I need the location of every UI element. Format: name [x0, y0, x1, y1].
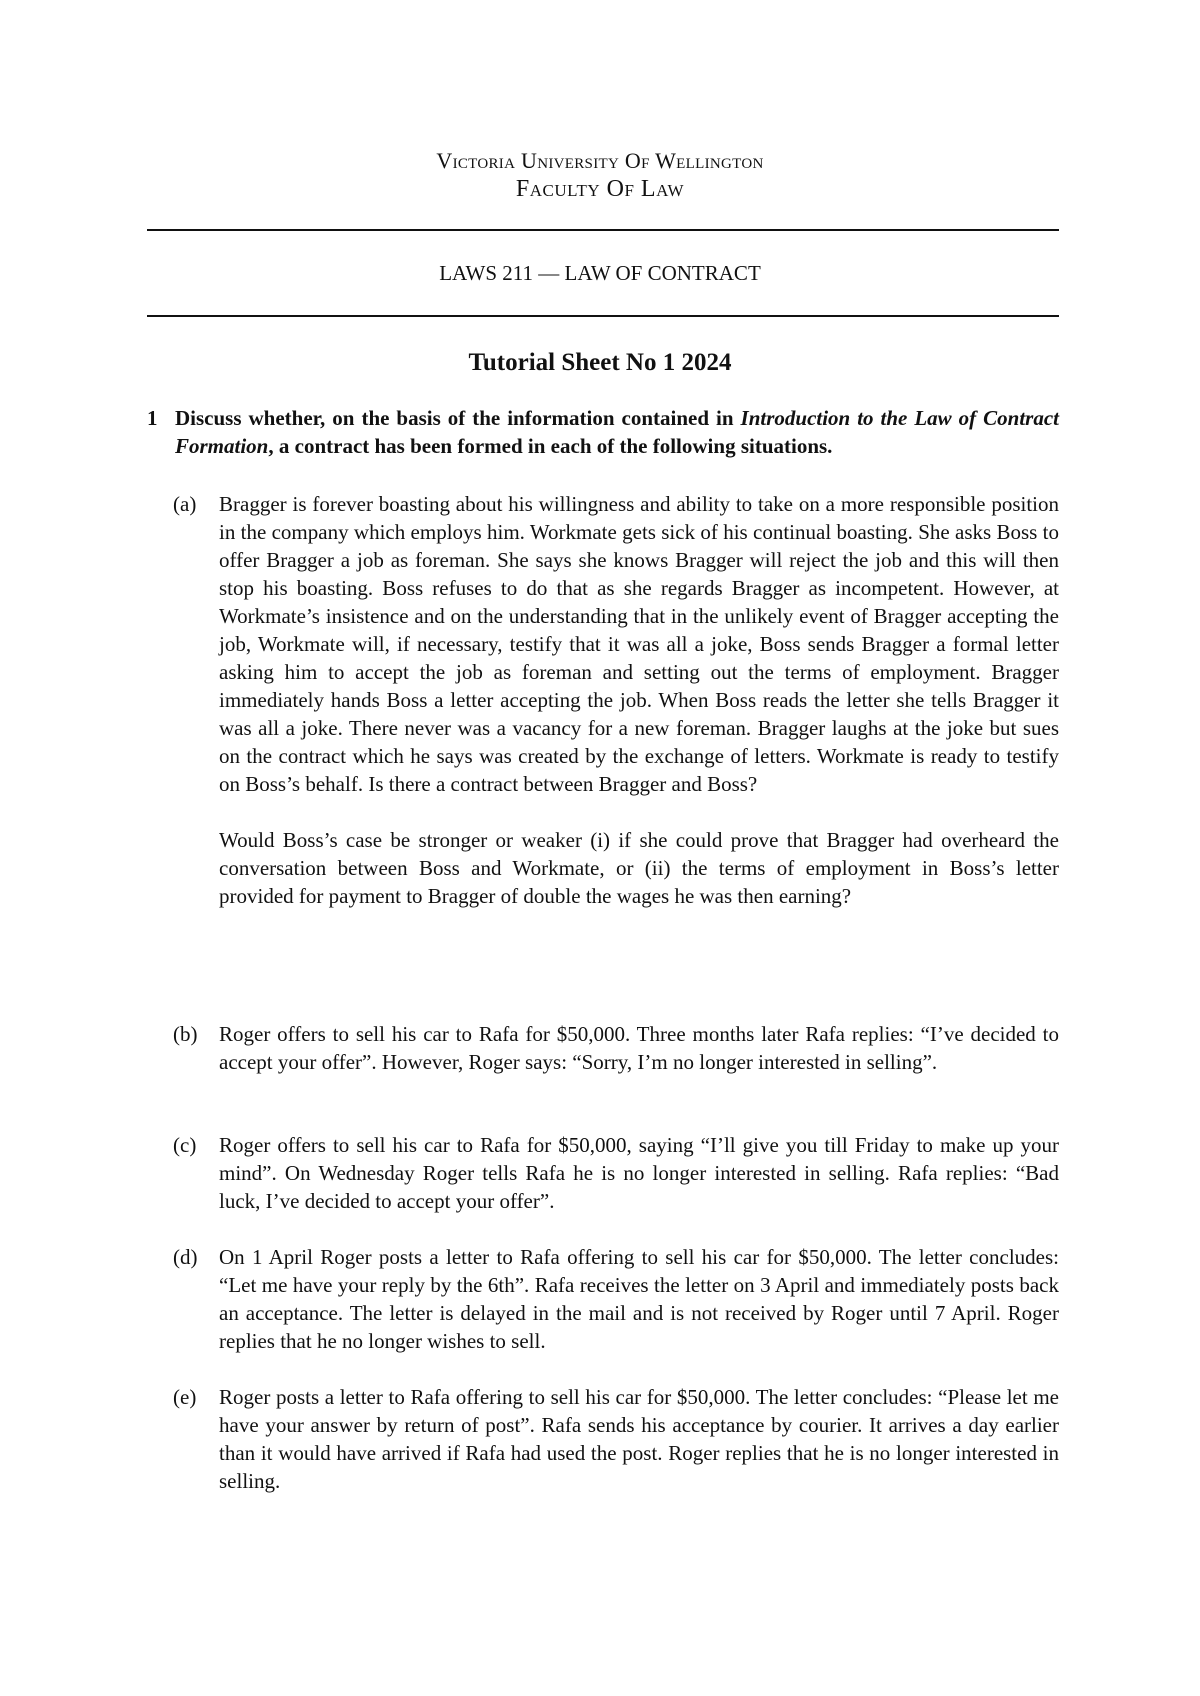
- course-title: LAWS 211 — LAW OF CONTRACT: [439, 261, 761, 285]
- subquestion-d: [173, 1243, 1059, 1355]
- book-title: Introduction to the Law of Contract Formation: [175, 406, 1059, 458]
- subquestion-body: [219, 1020, 1059, 1076]
- subquestion-paragraph: Roger posts a letter to Rafa offering to sell his car for $50,000. The letter concludes: “Please let me have your answer by return of post”. Rafa sends his acceptance by courier. It arrives a day earlier than it would have arrived if Rafa had used the post. Roger replies that he is no longer interested in selling.: [219, 1385, 1059, 1493]
- header-divider-bottom: [147, 315, 1059, 317]
- question-prompt: [175, 404, 1059, 460]
- subquestion-paragraph: Would Boss’s case be stronger or weaker (i) if she could prove that Bragger had overheard the conversation between Boss and Workmate, or (ii) the terms of employment in Boss’s letter provided for payment to Bragger of double the wages he was then earning?: [219, 828, 1059, 908]
- subquestion-label: (c): [173, 1133, 197, 1157]
- subquestion-label: (e): [173, 1385, 197, 1409]
- subquestion-a: [173, 490, 1059, 910]
- subquestion-body: [219, 1243, 1059, 1355]
- university-name: Victoria University Of Wellington: [436, 148, 764, 173]
- faculty-name: Faculty Of Law: [515, 176, 685, 202]
- subquestion-label: (b): [173, 1022, 198, 1046]
- subquestion-paragraph: Bragger is forever boasting about his willingness and ability to take on a more responsible position in the company which employs him. Workmate gets sick of his continual boasting. She asks Boss to offer Bragger a job as foreman. She says she knows Bragger will reject the job and this will then stop his boasting. Boss refuses to do that as she regards Bragger as incompetent. However, at Workmate’s insistence and on the understanding that in the unlikely event of Bragger accepting the job, Workmate will, if necessary, testify that it was all a joke, Boss sends Bragger a formal letter asking him to accept the job as foreman and setting out the terms of employment. Bragger immediately hands Boss a letter accepting the job. When Boss reads the letter she tells Bragger it was all a joke. There never was a vacancy for a new foreman. Bragger laughs at the joke but sues on the contract which he says was created by the exchange of letters. Workmate is ready to testify on Boss’s behalf. Is there a contract between Bragger and Boss?: [219, 492, 1059, 796]
- subquestion-b: [173, 1020, 1059, 1076]
- subquestion-body: [219, 490, 1059, 910]
- question-number: 1: [147, 406, 158, 430]
- subquestion-body: [219, 1383, 1059, 1495]
- header-divider-top: [147, 229, 1059, 231]
- question-text-after: , a contract has been formed in each of the following situations.: [268, 434, 833, 458]
- subquestion-e: [173, 1383, 1059, 1495]
- tutorial-sheet-title: Tutorial Sheet No 1 2024: [468, 349, 732, 376]
- question-1: [147, 404, 1059, 460]
- subquestion-paragraph: Roger offers to sell his car to Rafa for $50,000. Three months later Rafa replies: “I’ve decided to accept your offer”. However, Roger says: “Sorry, I’m no longer interested in selling”.: [219, 1022, 1059, 1074]
- subquestion-label: (d): [173, 1245, 198, 1269]
- subquestion-paragraph: On 1 April Roger posts a letter to Rafa offering to sell his car for $50,000. The letter concludes: “Let me have your reply by the 6th”. Rafa receives the letter on 3 April and immediately posts back an acceptance. The letter is delayed in the mail and is not received by Roger until 7 April. Roger replies that he no longer wishes to sell.: [219, 1245, 1059, 1353]
- subquestion-c: [173, 1131, 1059, 1215]
- subquestion-label: (a): [173, 492, 197, 516]
- subquestion-paragraph: Roger offers to sell his car to Rafa for $50,000, saying “I’ll give you till Friday to make up your mind”. On Wednesday Roger tells Rafa he is no longer interested in selling. Rafa replies: “Bad luck, I’ve decided to accept your offer”.: [219, 1133, 1059, 1213]
- question-text-before: Discuss whether, on the basis of the information contained in: [175, 406, 741, 430]
- subquestion-body: [219, 1131, 1059, 1215]
